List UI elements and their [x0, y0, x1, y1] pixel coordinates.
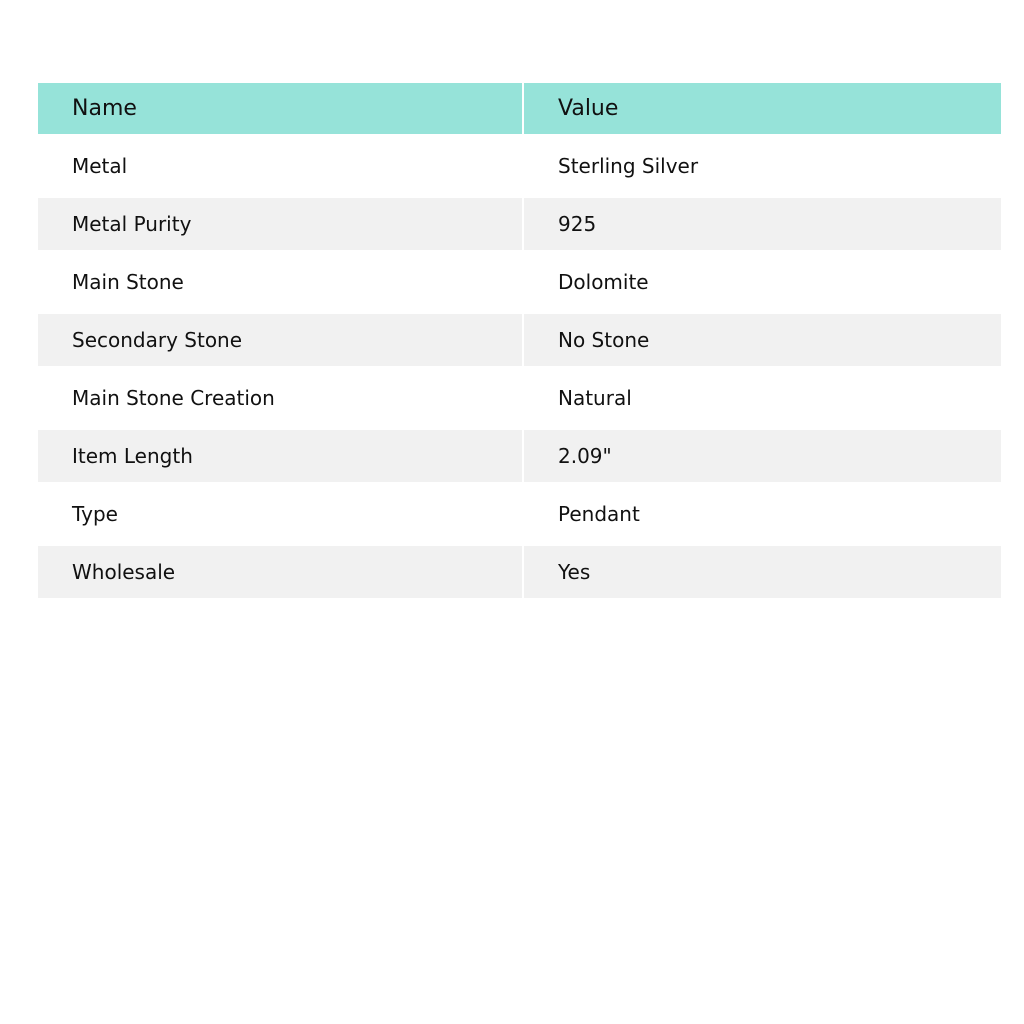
- row-name: Secondary Stone: [38, 314, 523, 366]
- table-body: [38, 134, 1001, 598]
- row-value: 2.09": [523, 430, 1001, 482]
- row-value: Dolomite: [523, 250, 1001, 314]
- row-name: Metal: [38, 134, 523, 198]
- row-name: Type: [38, 482, 523, 546]
- row-value: Pendant: [523, 482, 1001, 546]
- header-name: Name: [38, 83, 523, 134]
- table-row: [38, 314, 1001, 366]
- row-name: Metal Purity: [38, 198, 523, 250]
- row-name: Item Length: [38, 430, 523, 482]
- table-row: [38, 198, 1001, 250]
- table-row: [38, 430, 1001, 482]
- spec-table: [38, 83, 1001, 598]
- table-row: [38, 134, 1001, 198]
- table-row: [38, 366, 1001, 430]
- table-row: [38, 546, 1001, 598]
- row-value: No Stone: [523, 314, 1001, 366]
- table-header: [38, 83, 1001, 134]
- table-row: [38, 482, 1001, 546]
- row-value: 925: [523, 198, 1001, 250]
- table-row: [38, 250, 1001, 314]
- row-value: Sterling Silver: [523, 134, 1001, 198]
- header-value: Value: [523, 83, 1001, 134]
- row-value: Natural: [523, 366, 1001, 430]
- row-value: Yes: [523, 546, 1001, 598]
- row-name: Wholesale: [38, 546, 523, 598]
- row-name: Main Stone Creation: [38, 366, 523, 430]
- row-name: Main Stone: [38, 250, 523, 314]
- header-row: [38, 83, 1001, 134]
